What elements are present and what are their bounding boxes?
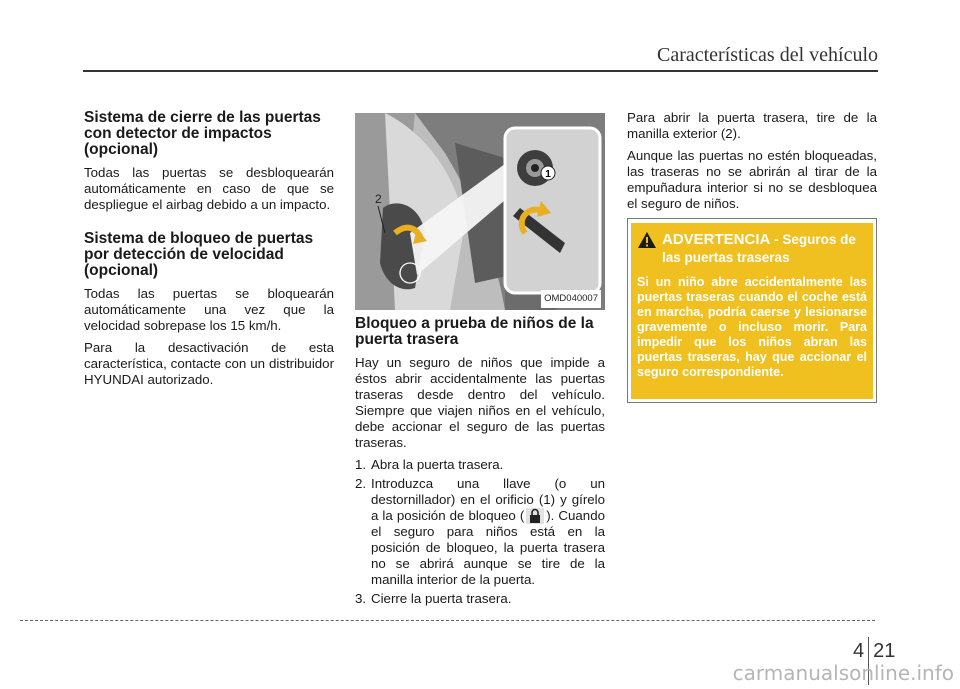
warning-text: Si un niño abre accidentalmente las puertas traseras cuando el coche está en marcha, podría caerse y lesionarse gravemente o incluso morir. Para impedir que los niños abran las puertas traseras, hay que accionar el seguro correspondiente. — [637, 275, 867, 379]
label-1: 1 — [545, 169, 551, 180]
paragraph-speed-lock: Todas las puertas se bloquearán automáticamente una vez que la velocidad sobrepase los 15 km/h. — [84, 286, 334, 333]
step-text: Cierre la puerta trasera. — [371, 591, 512, 606]
step-text-part-b: ). Cuando el seguro para niños está en la posición de bloqueo, la puerta trasera no se abrirá aunque se tire de la manilla interior de la puerta. — [371, 508, 605, 587]
warning-panel — [631, 223, 873, 399]
list-item — [355, 457, 605, 473]
door-child-lock-illustration — [355, 113, 605, 310]
header-divider — [83, 70, 878, 72]
label-2: 2 — [375, 192, 382, 206]
section-title: Características del vehículo — [656, 44, 878, 66]
lock-icon — [526, 508, 544, 524]
step-text: Abra la puerta trasera. — [371, 457, 504, 472]
heading-speed-lock: Sistema de bloqueo de puertas por detección de velocidad (opcional) — [84, 230, 314, 279]
warning-label: ADVERTENCIA — [662, 231, 771, 248]
column-right — [627, 110, 877, 218]
paragraph-open-rear-door: Para abrir la puerta trasera, tire de la manilla exterior (2). — [627, 110, 877, 141]
column-middle — [355, 113, 605, 610]
door-illustration-svg — [355, 113, 605, 310]
paragraph-impact-unlock: Todas las puertas se desbloquearán automáticamente en caso de que se despliegue el airbag debido a un impacto. — [84, 165, 334, 212]
page-number-value: 21 — [873, 639, 896, 662]
chapter-number: 4 — [853, 639, 865, 662]
step-number: 1. — [355, 457, 367, 472]
heading-child-lock: Bloqueo a prueba de niños de la puerta trasera — [355, 315, 594, 348]
footer-divider — [20, 620, 875, 621]
list-item — [355, 476, 605, 588]
paragraph-inner-handle: Aunque las puertas no estén bloqueadas, las traseras no se abrirán al tirar de la empuñadura interior si no se desbloquea el seguro de niños. — [627, 148, 877, 211]
paragraph-speed-lock-deactivate: Para la desactivación de esta característica, contacte con un distribuidor HYUNDAI autorizado. — [84, 340, 334, 387]
step-number: 3. — [355, 591, 367, 606]
warning-box — [627, 218, 877, 403]
paragraph-child-lock-intro: Hay un seguro de niños que impide a éstos abrir accidentalmente las puertas traseras desde dentro del vehículo. Siempre que viajen niños en el vehículo, debe accionar el seguro de las puertas traseras. — [355, 355, 605, 450]
heading-impact-unlock: Sistema de cierre de las puertas con detector de impactos (opcional) — [84, 109, 321, 158]
column-left — [84, 110, 334, 394]
step-text — [371, 476, 605, 588]
warning-subtitle: - Seguros de las puertas traseras — [662, 232, 856, 265]
warning-title — [662, 231, 867, 267]
step-number: 2. — [355, 476, 367, 491]
step-text-part-a: Introduzca una llave (o un destornillador) en el orificio (1) y gírelo a la posición de bloqueo ( — [371, 476, 605, 523]
child-lock-steps — [355, 457, 605, 607]
watermark-text: carmanualsonline.info — [732, 661, 954, 685]
warning-header — [637, 231, 867, 267]
list-item — [355, 591, 605, 607]
figure-code: OMD040007 — [541, 290, 601, 308]
warning-triangle-icon — [637, 231, 657, 254]
